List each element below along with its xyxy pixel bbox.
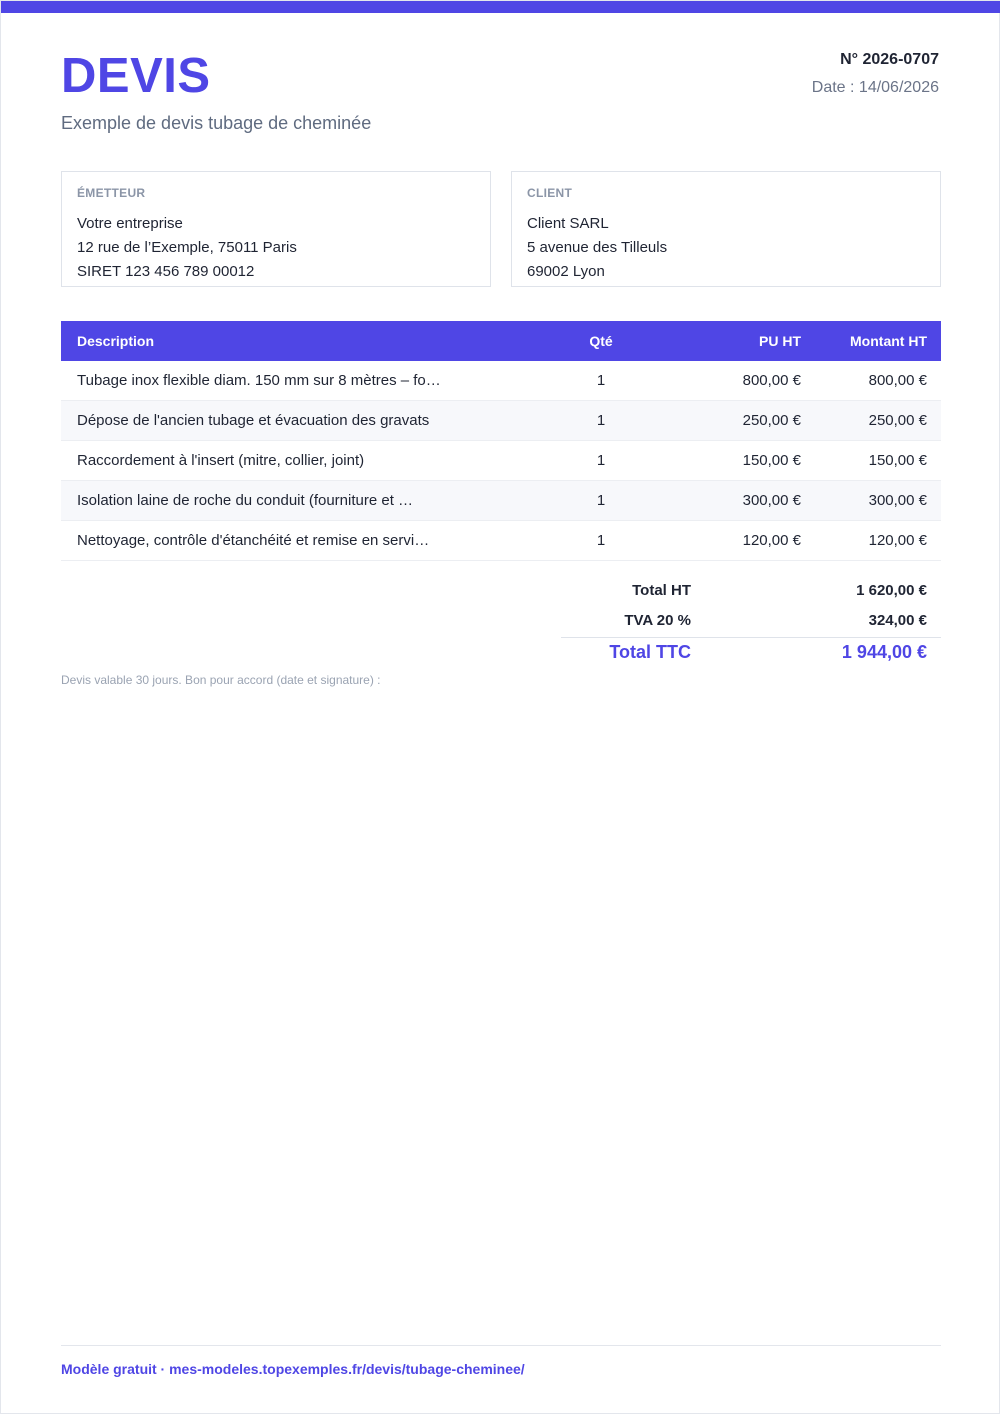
total-ht-label: Total HT: [632, 581, 691, 599]
item-amount: 150,00 €: [868, 452, 927, 469]
footer-link[interactable]: Modèle gratuit · mes-modeles.topexemples.fr/devis/tubage-cheminee/: [61, 1361, 525, 1377]
item-quantity: 1: [596, 372, 606, 389]
item-unit-price: 150,00 €: [742, 452, 801, 469]
footer-divider: [61, 1345, 941, 1346]
quote-date: Date : 14/06/2026: [811, 79, 939, 96]
total-ttc-label: Total TTC: [609, 642, 691, 662]
tva-row: [561, 605, 941, 635]
item-amount: 250,00 €: [868, 412, 927, 429]
document-title: DEVIS: [61, 49, 211, 103]
item-unit-price: 300,00 €: [742, 492, 801, 509]
item-amount: 300,00 €: [868, 492, 927, 509]
item-quantity: 1: [596, 452, 606, 469]
totals-block: [561, 575, 941, 667]
table-row: [61, 441, 941, 481]
item-amount: 800,00 €: [868, 372, 927, 389]
top-accent-bar: [1, 1, 1000, 13]
client-street: 5 avenue des Tilleuls: [527, 239, 668, 256]
item-amount: 120,00 €: [868, 532, 927, 549]
total-ht-row: [561, 575, 941, 605]
item-description: Tubage inox flexible diam. 150 mm sur 8 mètres – fo…: [77, 372, 441, 389]
table-row: [61, 361, 941, 401]
item-unit-price: 800,00 €: [742, 372, 801, 389]
table-header: [61, 321, 941, 361]
document-subtitle: Exemple de devis tubage de cheminée: [61, 113, 372, 133]
line-items-table: [61, 321, 941, 561]
total-ttc-value: 1 944,00 €: [841, 642, 927, 662]
client-city: 69002 Lyon: [527, 263, 605, 280]
emitter-siret: SIRET 123 456 789 00012: [77, 263, 255, 280]
header-amount: Montant HT: [850, 333, 927, 349]
item-description: Raccordement à l'insert (mitre, collier, joint): [77, 452, 365, 469]
item-unit-price: 120,00 €: [742, 532, 801, 549]
item-unit-price: 250,00 €: [742, 412, 801, 429]
item-description: Dépose de l'ancien tubage et évacuation des gravats: [77, 412, 430, 429]
table-row: [61, 401, 941, 441]
item-description: Nettoyage, contrôle d'étanchéité et remise en servi…: [77, 532, 430, 549]
total-ht-value: 1 620,00 €: [856, 581, 927, 599]
header-quantity: Qté: [589, 333, 613, 349]
client-company: Client SARL: [527, 215, 609, 232]
tva-value: 324,00 €: [868, 611, 927, 629]
quote-number: N° 2026-0707: [840, 51, 939, 68]
total-ttc-row: [561, 637, 941, 667]
item-quantity: 1: [596, 412, 606, 429]
emitter-box: [61, 171, 491, 287]
item-description: Isolation laine de roche du conduit (fourniture et …: [77, 492, 414, 509]
header-description: Description: [77, 333, 155, 349]
table-row: [61, 481, 941, 521]
client-box: [511, 171, 941, 287]
emitter-label: ÉMETTEUR: [77, 186, 146, 200]
emitter-company: Votre entreprise: [77, 215, 183, 232]
table-row: [61, 521, 941, 561]
item-quantity: 1: [596, 492, 606, 509]
tva-label: TVA 20 %: [624, 611, 691, 629]
emitter-address: 12 rue de l’Exemple, 75011 Paris: [77, 239, 297, 256]
validity-note: Devis valable 30 jours. Bon pour accord (date et signature) :: [61, 673, 381, 687]
item-quantity: 1: [596, 532, 606, 549]
client-label: CLIENT: [527, 186, 573, 200]
header-unit-price: PU HT: [759, 333, 801, 349]
